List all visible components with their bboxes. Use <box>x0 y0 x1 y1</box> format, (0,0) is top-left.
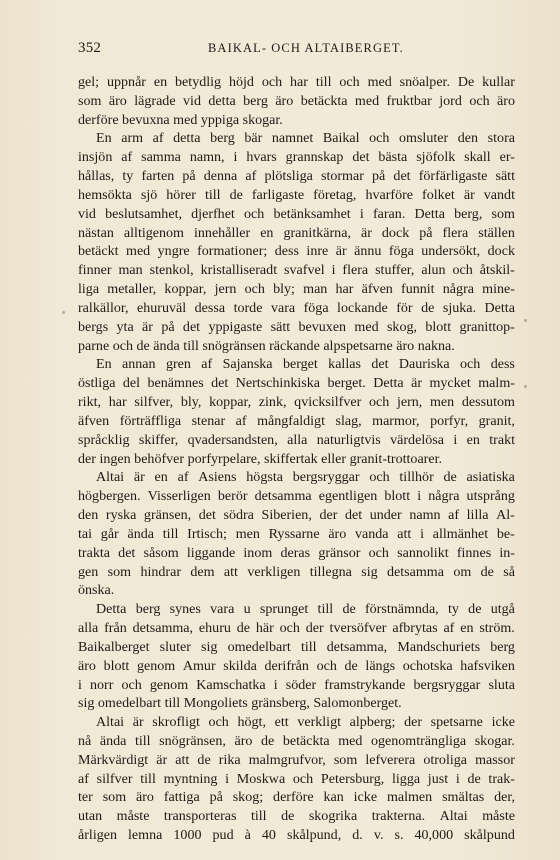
text-line: bergs yta är på det yppigaste sätt bevuxen med skog, blott granittop- <box>78 318 515 335</box>
print-speck <box>524 385 527 388</box>
text-line: högbergen. Visserligen berör detsamma egentligen blott i några utsprång <box>78 488 515 505</box>
text-line: tai går ända till Irtisch; men Ryssarne äro vanda att i allmänhet be- <box>78 525 515 542</box>
text-line: årligen lemna 1000 pud à 40 skålpund, d. v. s. 40,000 skålpund <box>78 827 515 844</box>
text-line: betäckt med yngre formationer; dess inre är ännu föga undersökt, dock <box>78 243 515 260</box>
text-line: af silfver till myntning i Moskwa och Petersburg, ligga just i de trak- <box>78 770 515 787</box>
running-head: BAIKAL- OCH ALTAIBERGET. <box>208 41 404 55</box>
text-line: gel; uppnår en betydlig höjd och har till och med snöalper. De kullar <box>78 74 515 90</box>
page-number: 352 <box>78 40 102 56</box>
text-line: Altai är skrofligt och högt, ett verkligt alpberg; der spetsarne icke <box>96 714 515 731</box>
text-line: den ryska gränsen, det södra Siberien, der det under namn af lilla Al- <box>78 507 515 524</box>
body-text <box>78 73 515 845</box>
text-line: liga metaller, koppar, jern och bly; man har äfven funnit några mine- <box>78 281 515 298</box>
text-line: Altai är en af Asiens högsta bergsryggar och tillhör de asiatiska <box>96 469 515 486</box>
text-line: östliga del benämnes det Nertschinkiska berget. Detta är mycket malm- <box>78 375 515 392</box>
text-line: gen som hindrar dem att verkligen tillegna sig detsamma om de så <box>78 563 515 580</box>
text-line: ter som äro fattiga på skog; derföre kan icke malmen smältas der, <box>78 789 515 806</box>
text-line: insjön af samma namn, i hvars grannskap det bästa sjöfolk skall er- <box>78 149 515 166</box>
text-line: En annan gren af Sajanska berget kallas det Dauriska och dess <box>96 356 515 373</box>
text-line: äfven förträffliga stenar af mångfaldigt slag, marmor, porfyr, granit, <box>78 412 515 429</box>
text-line: äro blott genom Amur skilda derifrån och de längs ochotska hafsviken <box>78 657 515 674</box>
text-line: sig omedelbart till Mongoliets gränsberg, Salomonberget. <box>78 695 402 712</box>
text-line: önska. <box>78 582 115 599</box>
text-line: rikt, har silfver, bly, koppar, zink, qvicksilfver och jern, men dessutom <box>78 394 515 411</box>
text-line: Baikalberget sluter sig omedelbart till detsamma, Mandschuriets berg <box>78 638 515 655</box>
text-line: nästan alltigenom innehåller en granitkärna, är dock på flera ställen <box>78 224 515 241</box>
print-speck <box>524 319 527 322</box>
text-line: Detta berg synes vara u sprunget till de förstnämnda, ty de utgå <box>96 601 515 618</box>
text-line: utan måste transporteras till de skogrika trakterna. Altai måste <box>78 808 515 825</box>
text-line: i norr och genom Kamschatka i söder framstrykande bergsryggar sluta <box>78 676 515 693</box>
text-line: hållas, ty farten på denna af plötsliga stormar på det förfärligaste sätt <box>78 168 515 185</box>
text-line: trakta det såsom liggande inom deras gränsor och sannolikt finnes in- <box>78 544 515 561</box>
page-header <box>78 40 513 60</box>
text-line: nå ända till snögränsen, äro de betäckta med ogenomträngliga skogar. <box>78 732 515 749</box>
text-line: Märkvärdigt är att de rika malmgrufvor, som lefverera otroliga massor <box>78 751 515 768</box>
text-line: språcklig skiffer, qvadersandsten, alla naturligtvis värdelösa i en trakt <box>78 431 515 448</box>
text-line: vid beslutsamhet, djerfhet och betänksamhet i faran. Detta berg, som <box>78 205 515 222</box>
text-line: derföre bevuxna med yppiga skogar. <box>78 111 283 128</box>
print-speck <box>62 311 65 314</box>
text-line: hemsökta sjö hörer till de farligaste företag, hvarföre folket är vandt <box>78 186 515 203</box>
text-line: parne och de ända till snögränsen räckande alpspetsarne äro nakna. <box>78 337 455 354</box>
text-line: ralkällor, ehuruväl dessa torde vara föga lockande för de sjuka. Detta <box>78 299 515 316</box>
text-line: alla från detsamma, ehuru de här och der tversöfver afbrytas af en ström. <box>78 620 515 637</box>
text-line: der ingen behöfver porfyrpelare, skiffertak eller granit-trottoarer. <box>78 450 443 467</box>
text-line: som äro lägrade vid detta berg äro betäckta med fruktbar jord och äro <box>78 92 515 109</box>
text-line: En arm af detta berg bär namnet Baikal och omsluter den stora <box>96 130 515 147</box>
text-line: finner man stenkol, kristalliseradt svafvel i flera stuffer, alun och åtskil- <box>78 262 515 279</box>
